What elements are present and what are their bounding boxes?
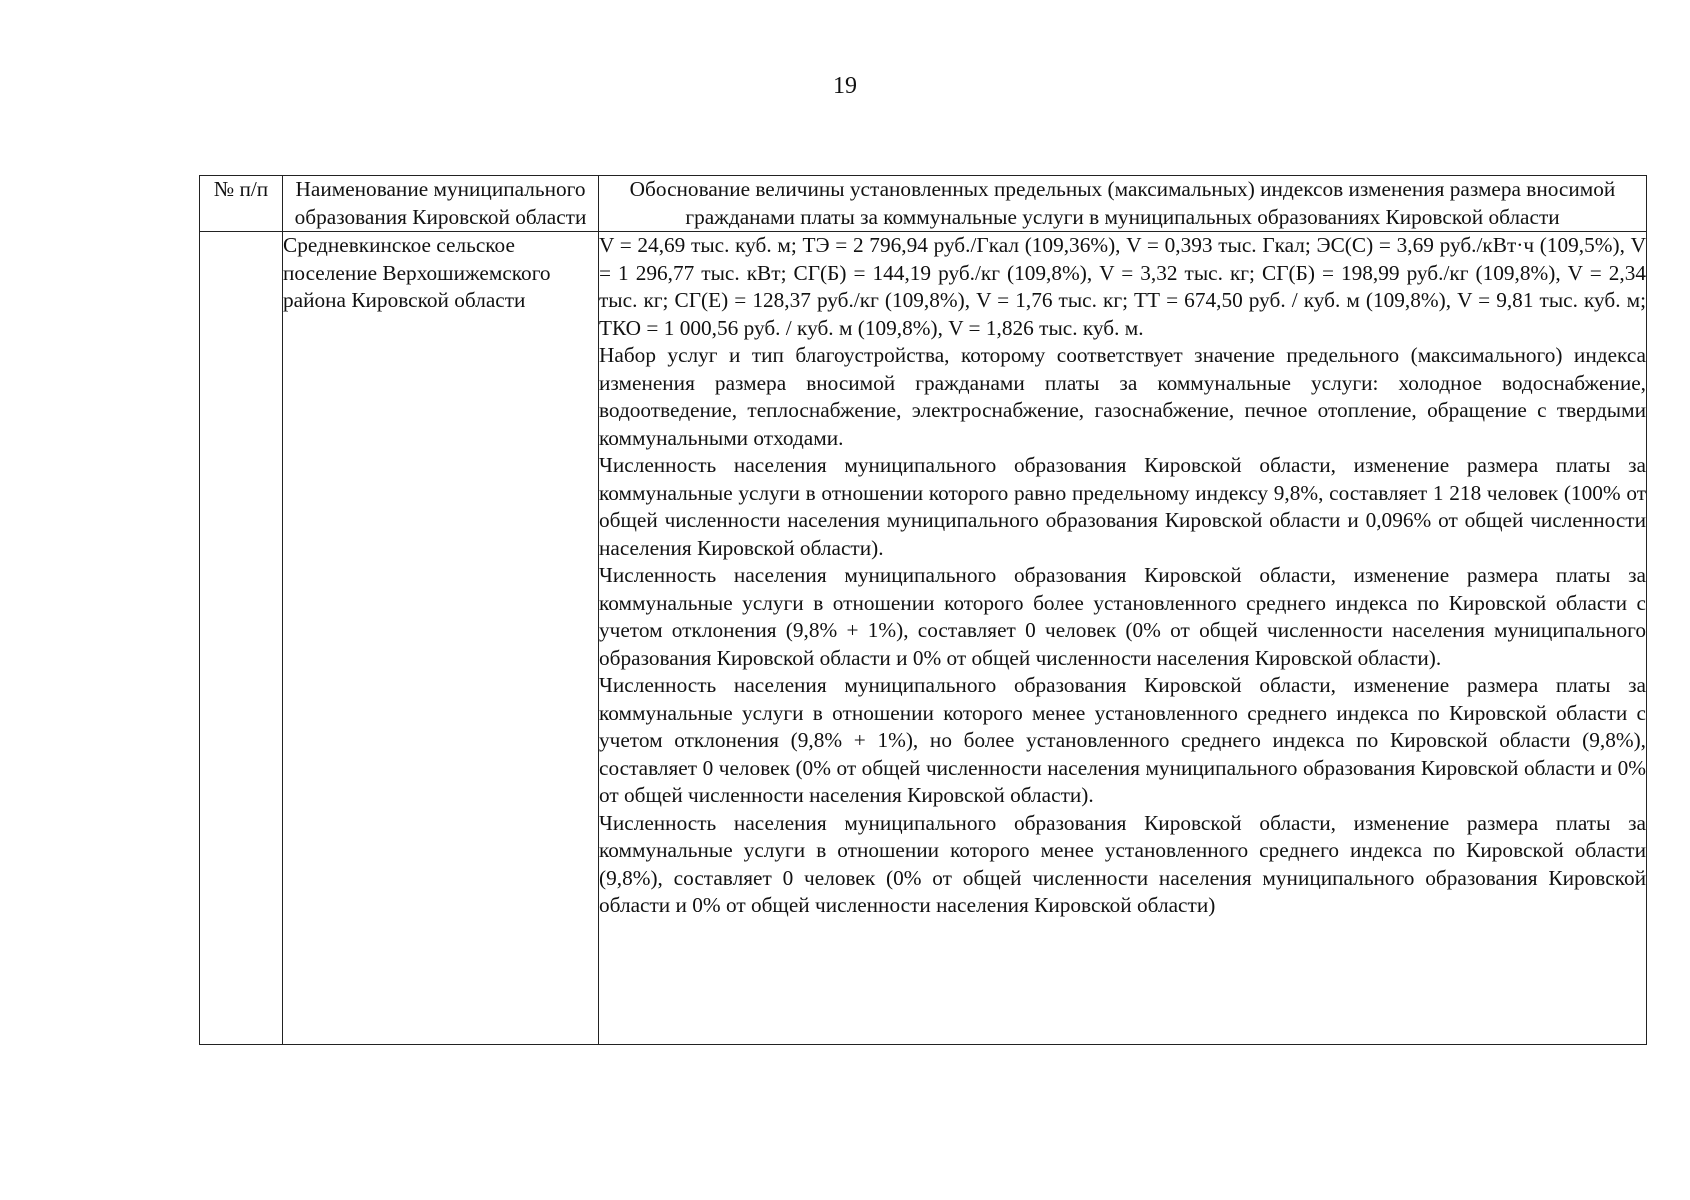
header-number: № п/п — [200, 176, 283, 232]
population-above-deviation-paragraph: Численность населения муниципального образования Кировской области, изменение размера платы за коммунальные услуги в отношении которого более установленного среднего индекса по Кировской области с учетом отклонения (9,8% + 1%), составляет 0 человек (0% от общей численности населения муниципального образования Кировской области и 0% от общей численности населения Кировской области). — [599, 563, 1646, 670]
population-equal-index-paragraph: Численность населения муниципального образования Кировской области, изменение размера платы за коммунальные услуги в отношении которого равно предельному индексу 9,8%, составляет 1 218 человек (100% от общей численности населения муниципального образования Кировской области и 0,096% от общей численности населения Кировской области). — [599, 453, 1646, 560]
population-below-index-paragraph: Численность населения муниципального образования Кировской области, изменение размера платы за коммунальные услуги в отношении которого менее установленного среднего индекса по Кировской области (9,8%), составляет 0 человек (0% от общей численности населения муниципального образования Кировской области и 0% от общей численности населения Кировской области) — [599, 810, 1646, 917]
service-set-paragraph: Набор услуг и тип благоустройства, которому соответствует значение предельного (максимального) индекса изменения размера вносимой гражданами платы за коммунальные услуги: холодное водоснабжение, водоотведение, теплоснабжение, электроснабжение, газоснабжение, печное отопление, обращение с твердыми коммунальными отходами. — [599, 343, 1646, 450]
row-number-cell — [200, 232, 283, 1045]
table-header-row — [200, 176, 1647, 232]
population-between-indexes-paragraph: Численность населения муниципального образования Кировской области, изменение размера платы за коммунальные услуги в отношении которого менее установленного среднего индекса по Кировской области с учетом отклонения (9,8% + 1%), но более установленного среднего индекса по Кировской области (9,8%), составляет 0 человек (0% от общей численности населения муниципального образования Кировской области и 0% от общей численности населения Кировской области). — [599, 673, 1646, 807]
municipality-name-cell: Средневкинское сельское поселение Верхошижемского района Кировской области — [283, 232, 599, 1045]
header-justification: Обоснование величины установленных предельных (максимальных) индексов изменения размера вносимой гражданами платы за коммунальные услуги в муниципальных образованиях Кировской области — [599, 176, 1647, 232]
table-row — [200, 232, 1647, 1045]
page-number: 19 — [833, 73, 857, 99]
justification-cell — [599, 232, 1647, 1045]
tariff-values-paragraph: V = 24,69 тыс. куб. м; ТЭ = 2 796,94 руб./Гкал (109,36%), V = 0,393 тыс. Гкал; ЭС(С) = 3,69 руб./кВт·ч (109,5%), V = 1 296,77 тыс. кВт; СГ(Б) = 144,19 руб./кг (109,8%), V = 3,32 тыс. кг; СГ(Б) = 198,99 руб./кг (109,8%), V = 2,34 тыс. кг; СГ(Е) = 128,37 руб./кг (109,8%), V = 1,76 тыс. кг; ТТ = 674,50 руб. / куб. м (109,8%), V = 9,81 тыс. куб. м; ТКО = 1 000,56 руб. / куб. м (109,8%), V = 1,826 тыс. куб. м. — [599, 233, 1646, 340]
header-municipality-name: Наименование муниципального образования Кировской области — [283, 176, 599, 232]
index-justification-table — [199, 175, 1647, 1045]
